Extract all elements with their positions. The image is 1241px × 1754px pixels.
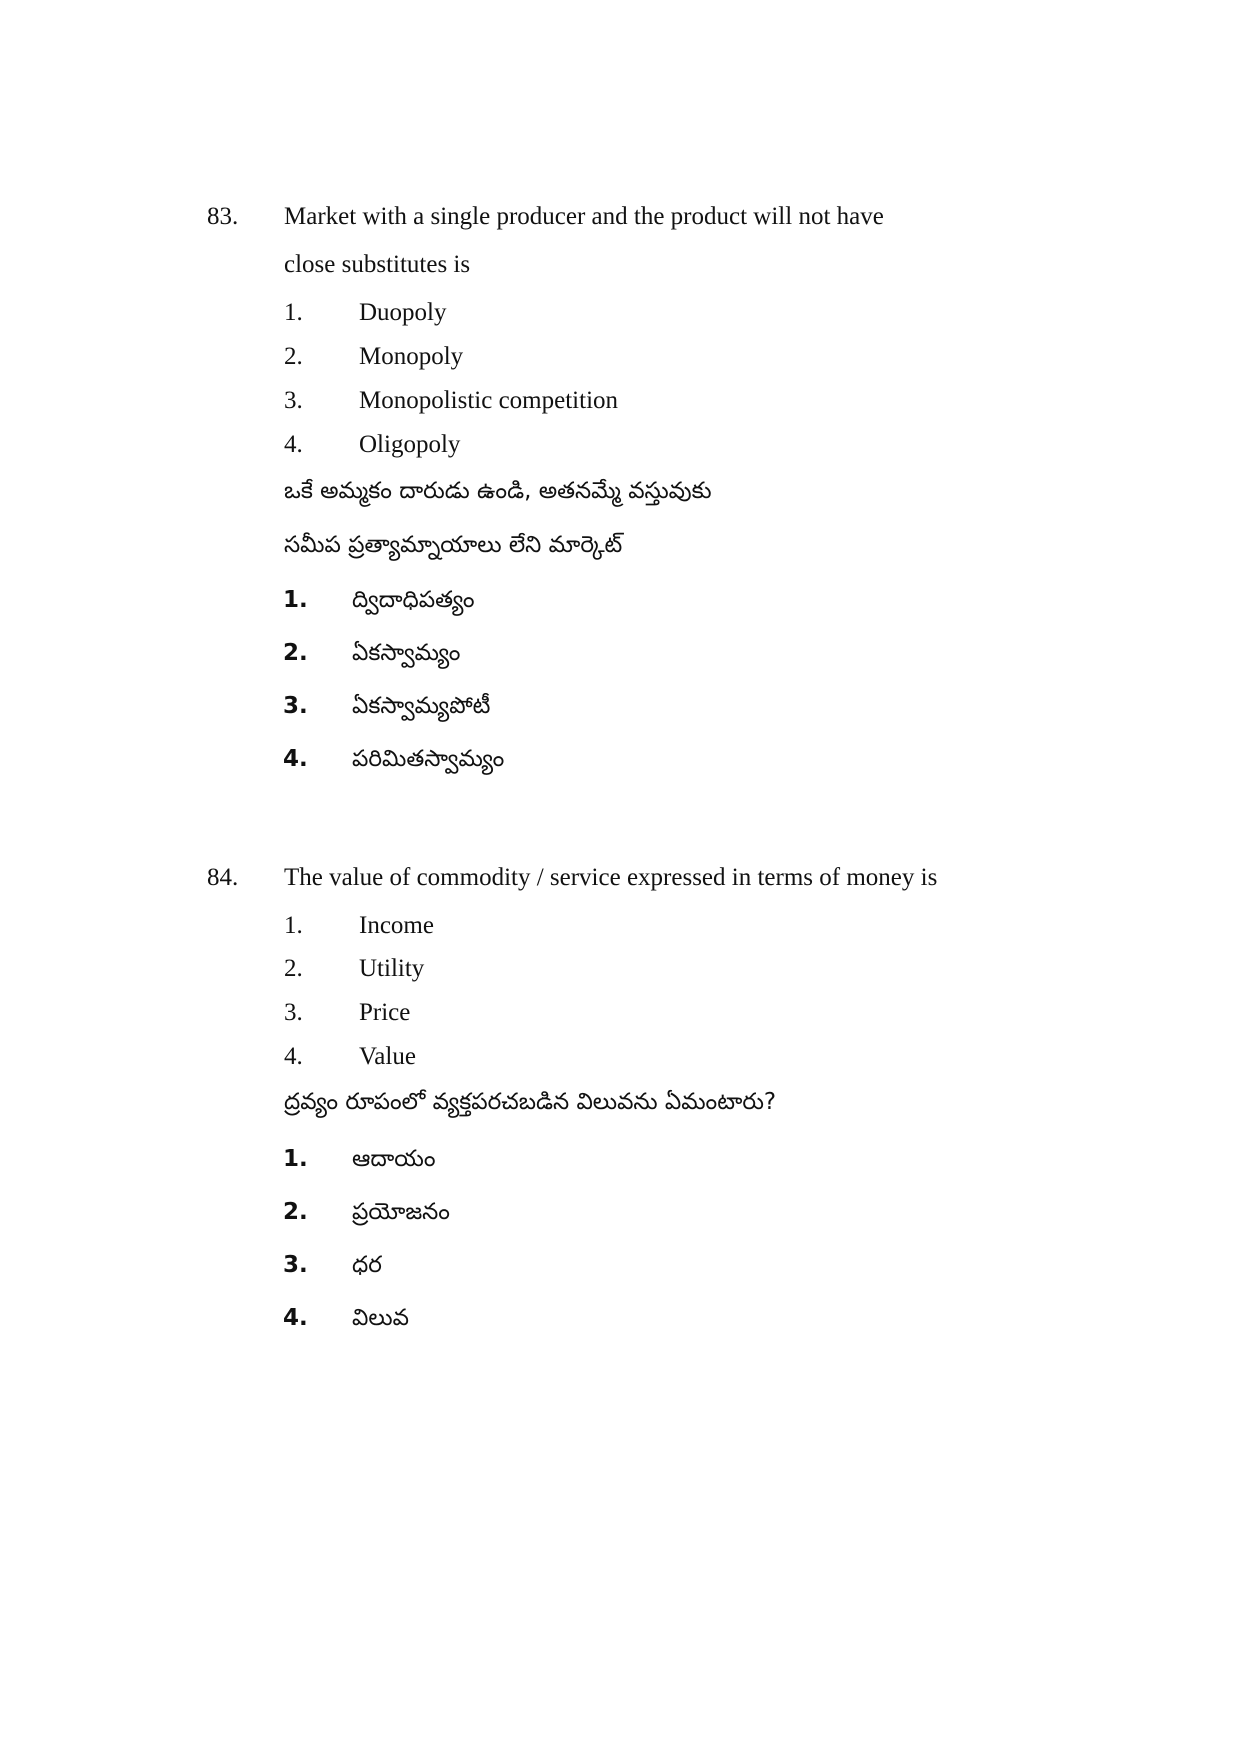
option-number: 4. [284,1043,303,1070]
telugu-option-number: 2. [283,1199,308,1225]
option-text: Monopoly [359,343,464,370]
question-number: 83. [207,203,239,230]
option-text: Monopolistic competition [359,387,619,414]
question-text-line-1: Market with a single producer and the product will not have [284,203,884,230]
telugu-option-number: 1. [283,587,308,613]
telugu-option-text: ఏకస్వామ్యం [352,640,461,666]
telugu-question-line-2: సమీప ప్రత్యామ్నాయాలు లేని మార్కెట్ [284,532,623,558]
question-text-line-2: close substitutes is [284,251,471,278]
option-text: Duopoly [359,299,447,326]
option-text: Utility [359,955,425,982]
telugu-option-text: విలువ [352,1305,409,1331]
option-number: 3. [284,999,303,1026]
option-number: 3. [284,387,303,414]
telugu-option-number: 4. [283,746,308,772]
telugu-option-text: ఏకస్వామ్యపోటీ [352,693,491,719]
option-number: 4. [284,431,303,458]
telugu-question-line-1: ఒకే అమ్మకం దారుడు ఉండి, అతనమ్మే వస్తువుకు [284,478,712,504]
telugu-option-text: ద్విదాధిపత్యం [352,587,475,613]
question-text-line-1: The value of commodity / service expressed in terms of money is [284,864,938,891]
option-number: 1. [284,299,303,326]
telugu-option-number: 2. [283,640,308,666]
telugu-option-number: 4. [283,1305,308,1331]
telugu-option-number: 3. [283,1252,308,1278]
option-text: Income [359,912,434,939]
telugu-option-number: 1. [283,1146,308,1172]
telugu-option-text: ఆదాయం [352,1146,436,1172]
telugu-option-text: పరిమితస్వామ్యం [352,746,505,772]
telugu-option-text: ధర [352,1252,382,1278]
telugu-option-number: 3. [283,693,308,719]
telugu-question-line-1: ద్రవ్యం రూపంలో వ్యక్తపరచబడిన విలువను ఏమంటారు? [284,1089,777,1115]
option-text: Value [359,1043,416,1070]
option-number: 2. [284,955,303,982]
question-number: 84. [207,864,239,891]
telugu-option-text: ప్రయోజనం [352,1199,450,1225]
option-text: Oligopoly [359,431,461,458]
option-text: Price [359,999,411,1026]
option-number: 2. [284,343,303,370]
option-number: 1. [284,912,303,939]
